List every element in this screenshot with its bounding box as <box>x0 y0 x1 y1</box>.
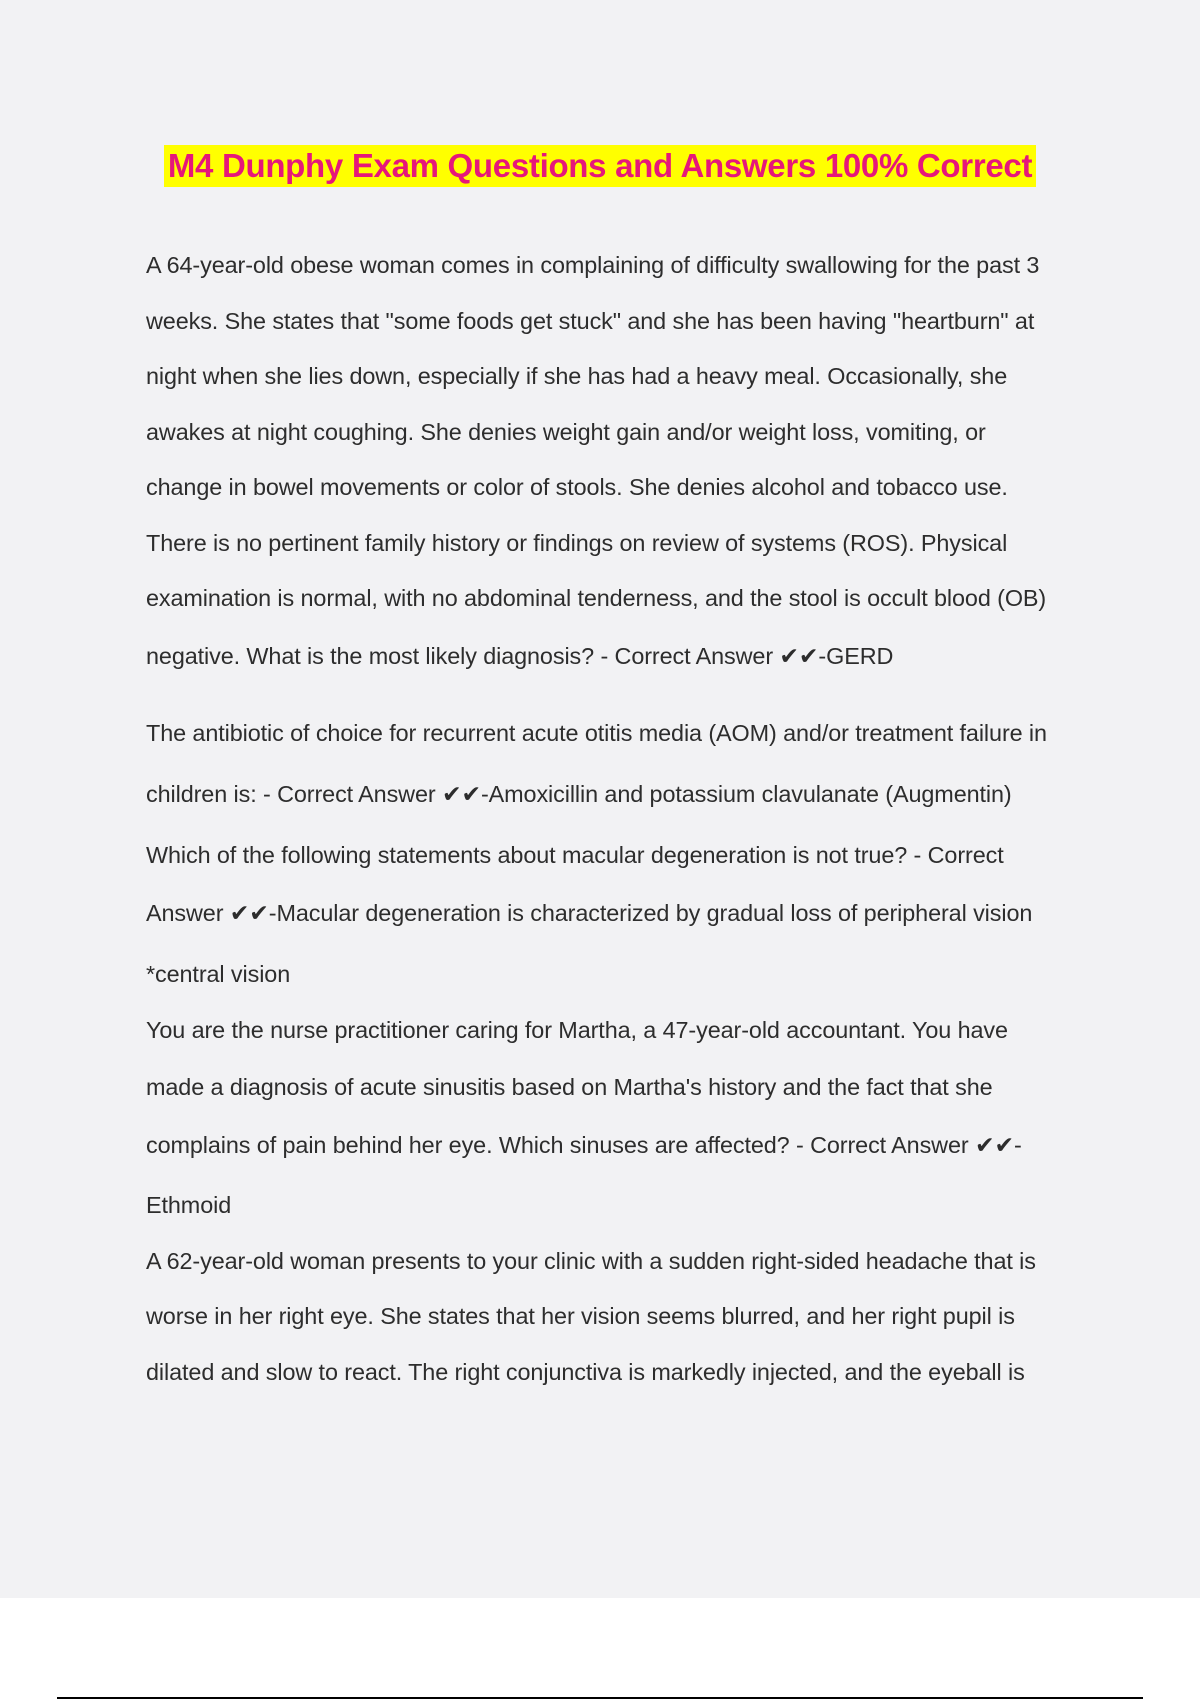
body-line: Ethmoid <box>146 1192 232 1218</box>
body-line: complains of pain behind her eye. Which sinuses are affected? - Correct Answer ✔✔- <box>146 1132 1022 1158</box>
body-line: Answer ✔✔-Macular degeneration is characterized by gradual loss of peripheral vision <box>146 900 1033 926</box>
document-title: M4 Dunphy Exam Questions and Answers 100% Correct <box>164 145 1036 187</box>
body-line: The antibiotic of choice for recurrent acute otitis media (AOM) and/or treatment failure in <box>146 720 1047 746</box>
body-line: night when she lies down, especially if she has had a heavy meal. Occasionally, she <box>146 363 1008 389</box>
body-line: children is: - Correct Answer ✔✔-Amoxicillin and potassium clavulanate (Augmentin) <box>146 781 1012 807</box>
body-line: A 64-year-old obese woman comes in complaining of difficulty swallowing for the past 3 <box>146 252 1040 278</box>
body-line: dilated and slow to react. The right conjunctiva is markedly injected, and the eyeball is <box>146 1359 1025 1385</box>
body-line: worse in her right eye. She states that her vision seems blurred, and her right pupil is <box>146 1303 1015 1329</box>
body-line: weeks. She states that "some foods get stuck" and she has been having "heartburn" at <box>146 308 1035 334</box>
body-line: A 62-year-old woman presents to your clinic with a sudden right-sided headache that is <box>146 1248 1036 1274</box>
footer-rule <box>57 1697 1143 1699</box>
body-line: *central vision <box>146 961 291 987</box>
body-line: You are the nurse practitioner caring for Martha, a 47-year-old accountant. You have <box>146 1017 1008 1043</box>
body-line: negative. What is the most likely diagnosis? - Correct Answer ✔✔-GERD <box>146 643 894 669</box>
body-line: There is no pertinent family history or findings on review of systems (ROS). Physical <box>146 530 1008 556</box>
body-line: Which of the following statements about macular degeneration is not true? - Correct <box>146 842 1004 868</box>
body-line: made a diagnosis of acute sinusitis based on Martha's history and the fact that she <box>146 1074 993 1100</box>
title-container <box>0 145 1200 187</box>
body-line: awakes at night coughing. She denies weight gain and/or weight loss, vomiting, or <box>146 419 986 445</box>
body-line: examination is normal, with no abdominal tenderness, and the stool is occult blood (OB) <box>146 585 1047 611</box>
body-line: change in bowel movements or color of stools. She denies alcohol and tobacco use. <box>146 474 1008 500</box>
